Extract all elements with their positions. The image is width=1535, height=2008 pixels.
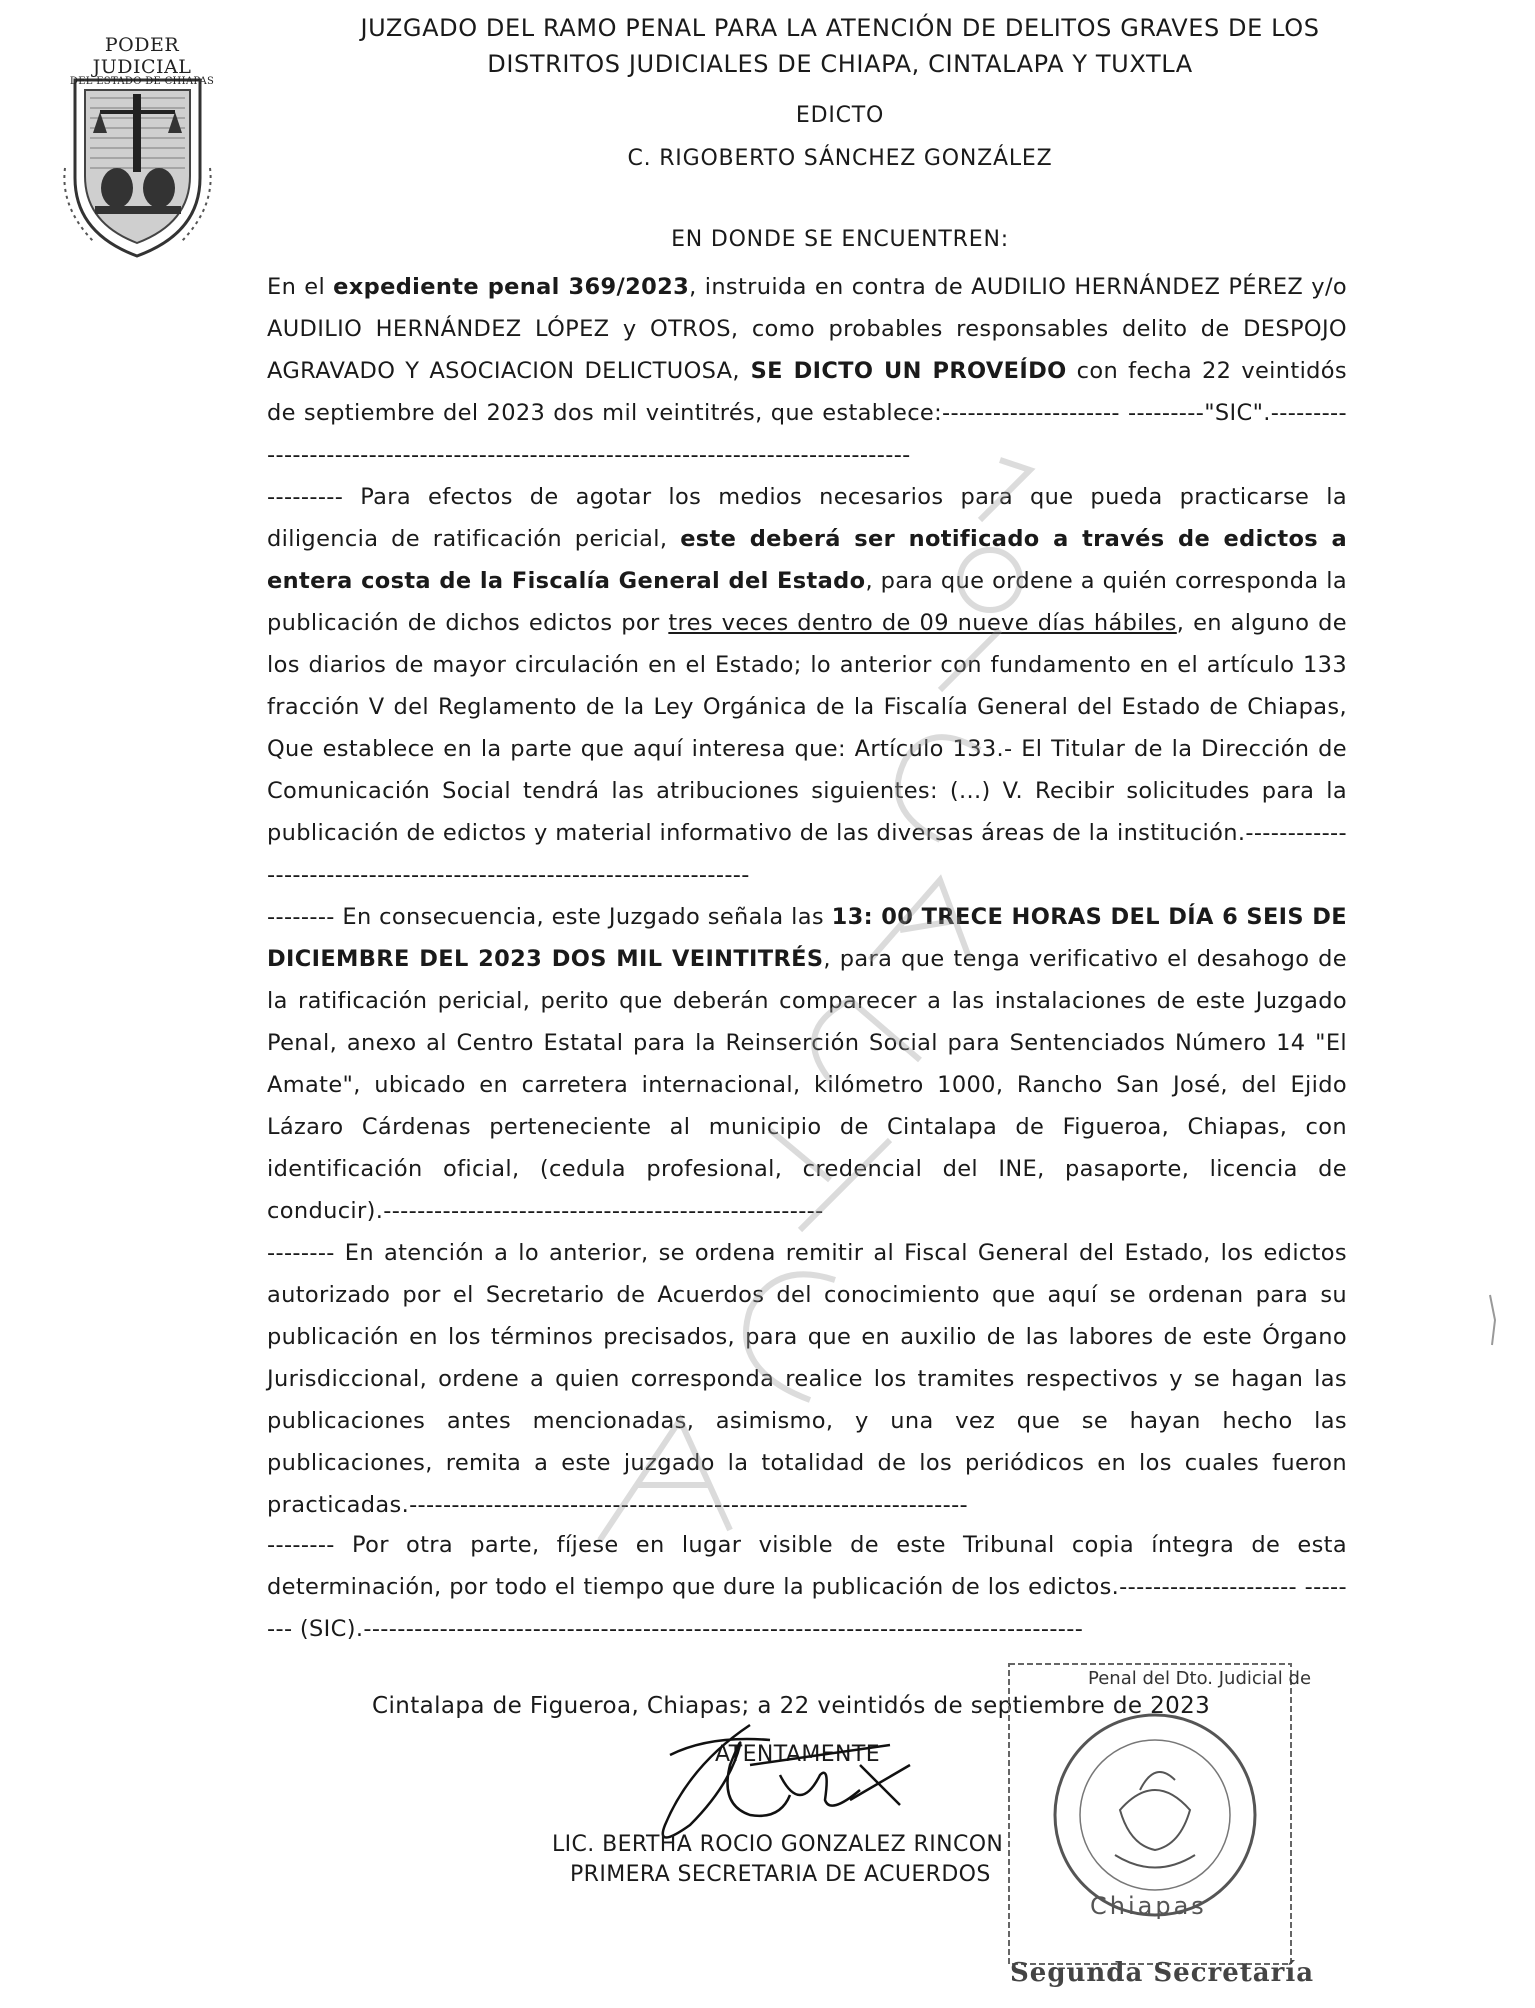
signer-position: PRIMERA SECRETARIA DE ACUERDOS <box>570 1862 991 1887</box>
addressee: C. RIGOBERTO SÁNCHEZ GONZÁLEZ <box>627 146 1053 171</box>
logo-subtitle: DEL ESTADO DE CHIAPAS <box>69 76 215 87</box>
p2-text-a: --------- Para efectos de agotar los medios necesarios para que pueda practicarse la diligencia de ratificación pericial, <box>267 484 1347 552</box>
location-heading: EN DONDE SE ENCUENTREN: <box>671 227 1009 252</box>
p4-text: -------- En atención a lo anterior, se ordena remitir al Fiscal General del Estado, los edictos autorizado por el Secretario de Acuerdos del conocimiento que aquí se ordenan para su publicación en los términos precisados, para que en auxilio de las labores de este Órgano Jurisdiccional, ordene a quien corresponda realice los tramites respectivos y se hagan las publicaciones antes mencionadas, asimismo, y una vez que se hayan hecho las publicaciones, remita a este juzgado la totalidad de los periódicos en los cuales fueron practicadas.------------------------------------------------------------------ <box>267 1240 1347 1518</box>
logo-title: PODER JUDICIAL <box>92 34 192 78</box>
signer-name: LIC. BERTHA ROCIO GONZALEZ RINCON <box>552 1832 1004 1857</box>
p3-text-a: -------- En consecuencia, este Juzgado señala las <box>267 904 832 930</box>
seal-bottom-text: Segunda Secretaría <box>1010 1958 1315 1988</box>
p1-proveido: SE DICTO UN PROVEÍDO <box>739 358 1067 384</box>
margin-mark <box>1480 1290 1510 1350</box>
document-title: EDICTO <box>795 103 885 128</box>
seal-top-text: Penal del Dto. Judicial de <box>1088 1668 1312 1689</box>
p1-text-a: En el <box>267 274 334 300</box>
p1-text-c: , instruida en contra de AUDILIO HERNÁNDEZ PÉREZ y/o AUDILIO HERNÁNDEZ LÓPEZ y OTROS, como probables responsables delito de DESPOJO AGRAVADO Y ASOCIACION DELICTUOSA, <box>267 274 1347 384</box>
p3-hearing-date: 13: 00 TRECE HORAS DEL DÍA 6 SEIS DE DICIEMBRE DEL 2023 DOS MIL VEINTITRÉS <box>267 904 1347 972</box>
court-line-1: JUZGADO DEL RAMO PENAL PARA LA ATENCIÓN DE DELITOS GRAVES DE LOS <box>360 14 1320 42</box>
actuaciones-watermark <box>560 440 1060 1640</box>
court-line-2: DISTRITOS JUDICIALES DE CHIAPA, CINTALAPA Y TUXTLA <box>487 50 1193 78</box>
logo-caption <box>62 34 222 87</box>
place-and-date: Cintalapa de Figueroa, Chiapas; a 22 veintidós de septiembre de 2023 <box>372 1693 1211 1719</box>
p2-term: tres veces dentro de 09 nueve días hábiles <box>668 610 1177 636</box>
p1-case-number: expediente penal 369/2023 <box>333 274 690 300</box>
court-header <box>300 10 1380 82</box>
regards: ATENTAMENTE <box>715 1742 880 1767</box>
p2-text-d: , en alguno de los diarios de mayor circulación en el Estado; lo anterior con fundamento en el artículo 133 fracción V del Reglamento de la Ley Orgánica de la Fiscalía General del Estado de Chiapas, Que establece en la parte que aquí interesa que: Artículo 133.- El Titular de la Dirección de Comunicación Social tendrá las atribuciones siguientes: (...) V. Recibir solicitudes para la publicación de edictos y material informativo de las diversas áreas de la institución.--------------------------------------------------------------------- <box>267 610 1347 888</box>
p5-text: -------- Por otra parte, fíjese en lugar visible de este Tribunal copia íntegra de esta determinación, por todo el tiempo que dure la publicación de los edictos.--------------------- -------- (SIC).------------------------------------------------------------------------------------- <box>267 1532 1347 1642</box>
p2-text-c: , para que ordene a quién corresponda la publicación de dichos edictos por <box>267 568 1347 636</box>
p1-text-d: con fecha 22 veintidós de septiembre del 2023 dos mil veintitrés, que establece:--------------------- ---------"SIC".------------------------------------------------------------------------------------- <box>267 358 1347 468</box>
seal-city: Chiapas <box>1090 1892 1207 1920</box>
p2-notification: este deberá ser notificado a través de edictos a entera costa de la Fiscalía General del Estado <box>267 526 1347 594</box>
court-seal <box>1005 1660 1295 2005</box>
p3-text-c: , para que tenga verificativo el desahogo de la ratificación pericial, perito que deberán comparecer a las instalaciones de este Juzgado Penal, anexo al Centro Estatal para la Reinserción Social para Sentenciados Número 14 "El Amate", ubicado en carretera internacional, kilómetro 1000, Rancho San José, del Ejido Lázaro Cárdenas perteneciente al municipio de Cintalapa de Figueroa, Chiapas, con identificación oficial, (cedula profesional, credencial del INE, pasaporte, licencia de conducir).---------------------------------------------------- <box>267 946 1347 1224</box>
